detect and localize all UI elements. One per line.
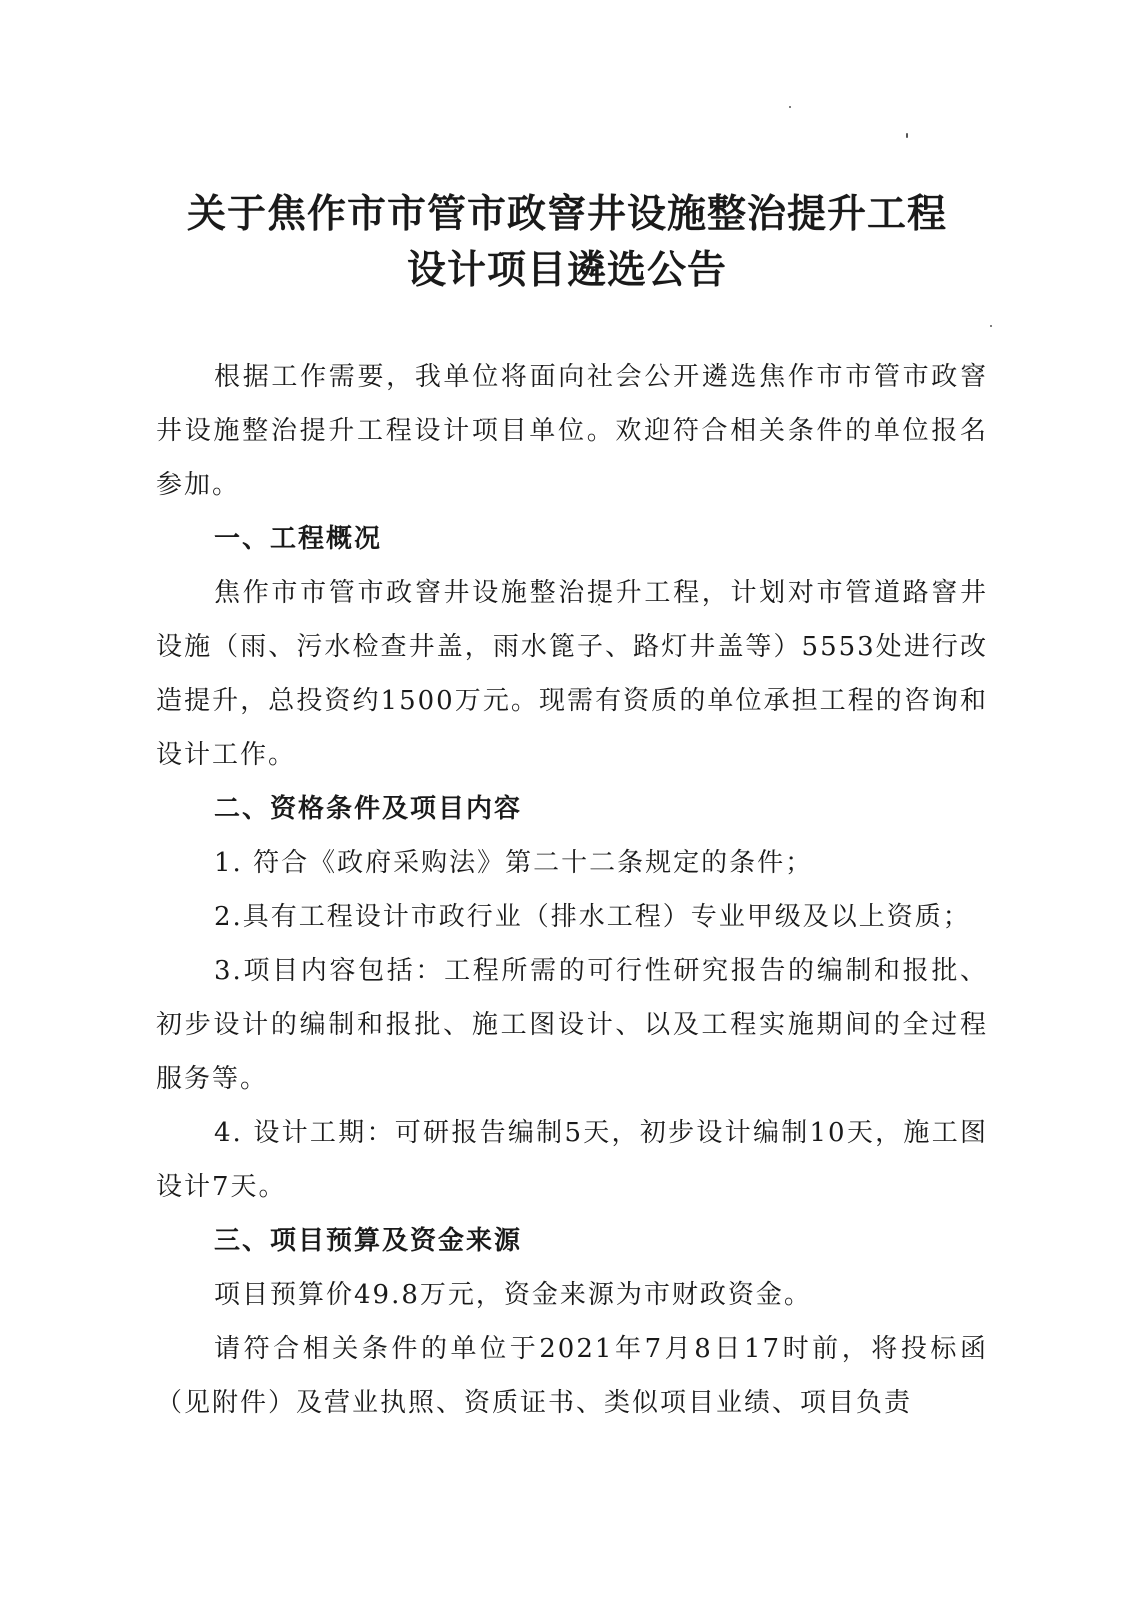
document-title <box>100 186 1034 298</box>
title-line-2: 设计项目遴选公告 <box>406 247 727 293</box>
qualification-item-3: 3.项目内容包括：工程所需的可行性研究报告的编制和报批、初步设计的编制和报批、施工图设计、以及工程实施期间的全过程服务等。 <box>156 956 988 1094</box>
title-line-1: 关于焦作市市管市政窨井设施整治提升工程 <box>186 191 947 237</box>
section-heading-budget: 三、项目预算及资金来源 <box>214 1226 523 1256</box>
scan-speck <box>990 325 992 327</box>
intro-paragraph: 根据工作需要，我单位将面向社会公开遴选焦作市市管市政窨井设施整治提升工程设计项目单位。欢迎符合相关条件的单位报名参加。 <box>156 362 988 500</box>
budget-paragraph: 项目预算价49.8万元，资金来源为市财政资金。 <box>214 1280 812 1310</box>
scan-speck <box>789 106 791 108</box>
scan-speck <box>906 133 908 138</box>
document-body <box>156 350 988 1430</box>
qualification-item-1: 1. 符合《政府采购法》第二十二条规定的条件； <box>214 848 814 878</box>
submission-paragraph: 请符合相关条件的单位于2021年7月8日17时前，将投标函（见附件）及营业执照、资质证书、类似项目业绩、项目负责 <box>156 1334 988 1418</box>
section-heading-qualifications: 二、资格条件及项目内容 <box>214 794 523 824</box>
overview-paragraph: 焦作市市管市政窨井设施整治提升工程，计划对市管道路窨井设施（雨、污水检查井盖，雨水篦子、路灯井盖等）5553处进行改造提升，总投资约1500万元。现需有资质的单位承担工程的咨询和设计工作。 <box>156 578 988 770</box>
section-heading-overview: 一、工程概况 <box>214 524 383 554</box>
qualification-item-2: 2.具有工程设计市政行业（排水工程）专业甲级及以上资质； <box>214 902 971 932</box>
qualification-item-4: 4. 设计工期：可研报告编制5天，初步设计编制10天，施工图设计7天。 <box>156 1118 988 1202</box>
